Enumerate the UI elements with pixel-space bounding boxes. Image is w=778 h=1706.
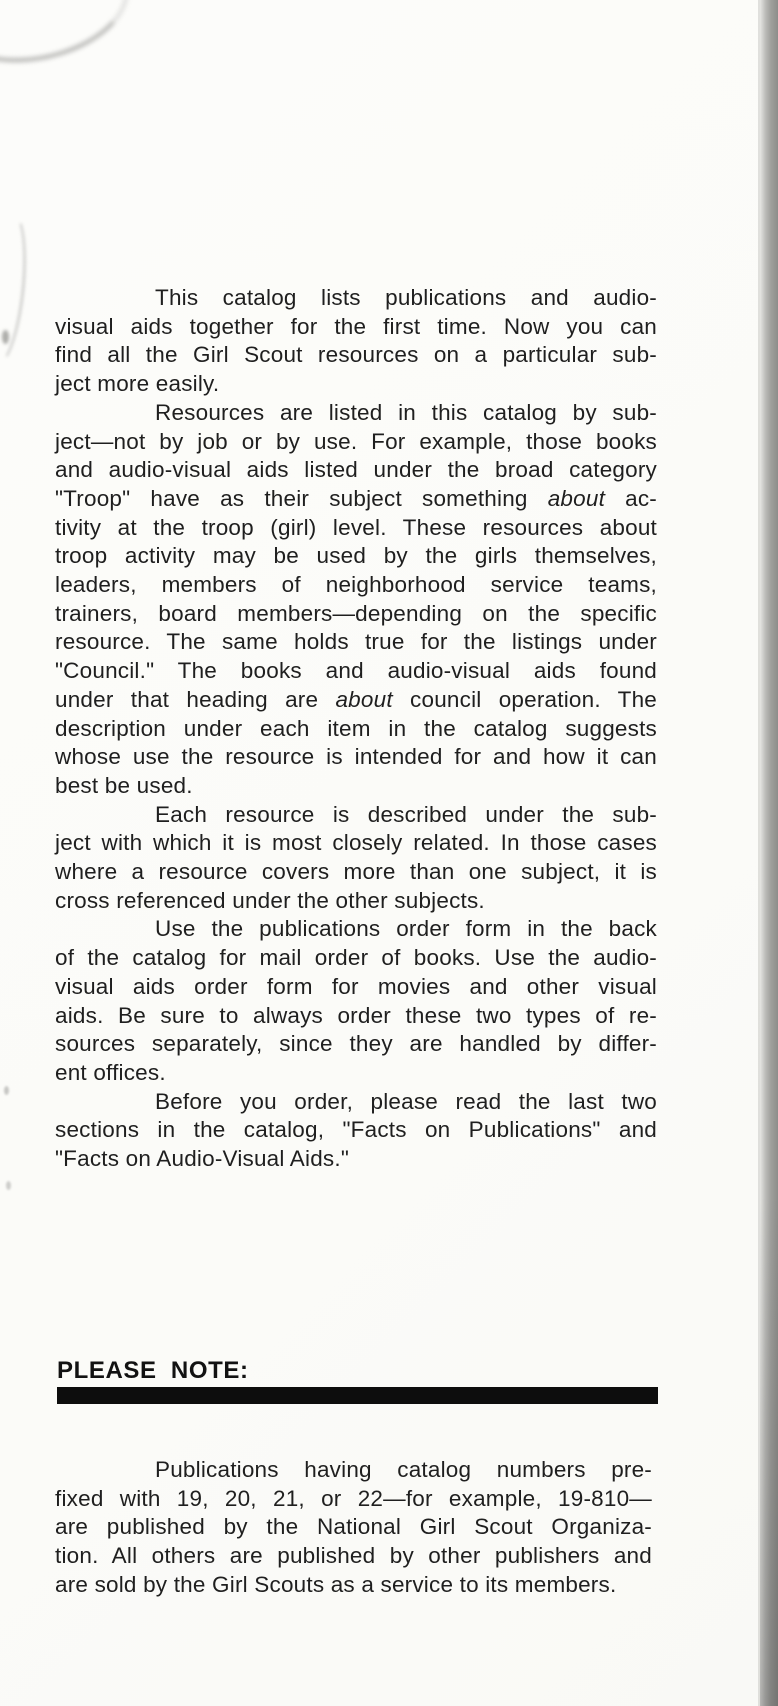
paper-crease-dot (2, 330, 9, 344)
text-line: "Troop" have as their subject something about ac- (55, 485, 657, 511)
scan-speck (6, 1181, 11, 1190)
text-line: of the catalog for mail order of books. Use the audio- (55, 945, 657, 971)
text-line: ent offices. (55, 1059, 166, 1085)
text-line: sources separately, since they are handled by differ- (55, 1031, 657, 1057)
text-line: ject with which it is most closely related. In those cases (55, 830, 657, 856)
text-line: visual aids order form for movies and other visual (55, 973, 657, 999)
paragraph (55, 1088, 657, 1174)
text-line: description under each item in the catalog suggests (55, 715, 657, 741)
text-line: are sold by the Girl Scouts as a service to its members. (55, 1571, 617, 1597)
text-line: Publications having catalog numbers pre- (155, 1457, 652, 1482)
scan-speck (4, 1086, 9, 1095)
scan-corner-smudge (0, 0, 140, 78)
text-line: under that heading are about council operation. The (55, 686, 657, 712)
text-line: Before you order, please read the last two (155, 1088, 657, 1114)
page-edge-shadow (760, 0, 778, 1706)
text-line: resource. The same holds true for the listings under (55, 629, 657, 655)
text-line: whose use the resource is intended for and how it can (55, 744, 657, 770)
text-line: Use the publications order form in the back (155, 916, 657, 942)
text-line: are published by the National Girl Scout Organiza- (55, 1514, 652, 1540)
body-paragraphs (55, 284, 657, 1174)
text-line: find all the Girl Scout resources on a particular sub- (55, 342, 657, 368)
text-line: Resources are listed in this catalog by sub- (155, 399, 657, 425)
text-line: and audio-visual aids listed under the broad category (55, 457, 657, 483)
text-line: This catalog lists publications and audio- (155, 285, 657, 310)
paragraph (55, 801, 657, 916)
text-line: "Facts on Audio-Visual Aids." (55, 1146, 350, 1172)
paragraph (55, 1456, 652, 1600)
text-line: fixed with 19, 20, 21, or 22—for example, 19-810— (55, 1485, 652, 1511)
text-line: where a resource covers more than one subject, it is (55, 859, 657, 885)
text-line: best be used. (55, 772, 193, 798)
text-line: Each resource is described under the sub- (155, 801, 657, 827)
text-line: troop activity may be used by the girls themselves, (55, 543, 657, 569)
paragraph (55, 284, 657, 399)
note-divider-bar (57, 1387, 658, 1404)
text-line: cross referenced under the other subjects. (55, 887, 485, 913)
text-line: tion. All others are published by other publishers and (55, 1543, 652, 1569)
text-line: visual aids together for the first time. Now you can (55, 313, 657, 339)
paragraph (55, 399, 657, 801)
please-note-heading: PLEASE NOTE: (57, 1357, 249, 1384)
note-paragraph (55, 1456, 652, 1600)
text-line: leaders, members of neighborhood service teams, (55, 572, 657, 598)
paragraph (55, 915, 657, 1087)
text-line: "Council." The books and audio-visual aids found (55, 658, 657, 684)
text-line: tivity at the troop (girl) level. These resources about (55, 514, 657, 540)
text-line: aids. Be sure to always order these two types of re- (55, 1002, 657, 1028)
text-line: trainers, board members—depending on the specific (55, 600, 657, 626)
text-line: ject more easily. (55, 371, 220, 397)
text-line: ject—not by job or by use. For example, those books (55, 428, 657, 454)
text-line: sections in the catalog, "Facts on Publications" and (55, 1117, 657, 1143)
